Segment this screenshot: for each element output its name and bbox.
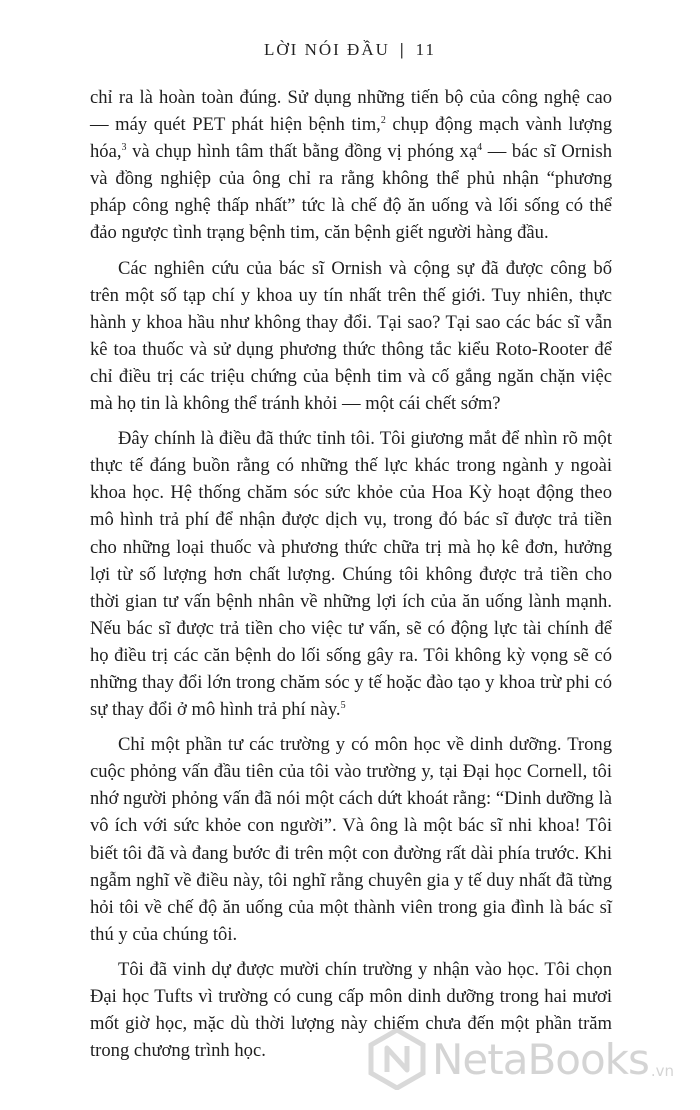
- text-run: — bác sĩ Ornish và đồng nghiệp của ông chỉ ra rằng không thể phủ nhận “phương pháp công nghệ thấp nhất” tức là chế độ ăn uống và lối sống có thể đảo ngược tình trạng bệnh tim, căn bệnh giết người hàng đầu.: [90, 141, 613, 244]
- body-text: [90, 84, 612, 1072]
- text-run: và chụp hình tâm thất bằng đồng vị phóng xạ: [126, 141, 478, 163]
- chapter-title: LỜI NÓI ĐẦU: [264, 40, 390, 59]
- header-separator: |: [399, 40, 406, 59]
- text-run: chụp động mạch vành lượng hóa,: [90, 114, 612, 163]
- watermark-text: NetaBooks: [432, 1034, 649, 1084]
- paragraph-1: [90, 84, 612, 247]
- paragraph-2: Các nghiên cứu của bác sĩ Ornish và cộng sự đã được công bố trên một số tạp chí y khoa uy tín nhất trên thế giới. Tuy nhiên, thực hành y khoa hầu như không thay đổi. Tại sao? Tại sao các bác sĩ vẫn kê toa thuốc và sử dụng phương thức thông tắc kiểu Roto-Rooter để chỉ điều trị các triệu chứng của bệnh tim và cố gắng ngăn chặn việc mà họ tin là không thể tránh khỏi — một cái chết sớm?: [90, 257, 612, 415]
- footnote-ref-3: 3: [121, 142, 127, 153]
- paragraph-4: Chỉ một phần tư các trường y có môn học về dinh dưỡng. Trong cuộc phỏng vấn đầu tiên của tôi vào trường y, tại Đại học Cornell, tôi nhớ người phỏng vấn đã nói một cách dứt khoát rằng: “Dinh dưỡng là vô ích với sức khỏe con người”. Và ông là một bác sĩ nhi khoa! Tôi biết tôi đã và đang bước đi trên một con đường rất dài phía trước. Khi ngẫm nghĩ về điều này, tôi nghĩ rằng chuyên gia y tế duy nhất đã từng hỏi tôi về chế độ ăn uống của một thành viên trong gia đình là bác sĩ thú y của chúng tôi.: [90, 734, 612, 945]
- text-run: chỉ ra là hoàn toàn đúng. Sử dụng những tiến bộ của công nghệ cao — máy quét PET phát hiện bệnh tim,: [90, 87, 612, 136]
- netabooks-logo-icon: [368, 1028, 426, 1090]
- paragraph-5: Tôi đã vinh dự được mười chín trường y nhận vào học. Tôi chọn Đại học Tufts vì trường có cung cấp môn dinh dưỡng trong hai mươi mốt giờ học, mặc dù thời lượng này chiếm chưa đến một phần trăm trong chương trình học.: [90, 958, 612, 1062]
- footnote-ref-4: 4: [477, 142, 483, 153]
- watermark: [368, 1024, 684, 1094]
- paragraph-3: [90, 425, 612, 723]
- running-header: [0, 40, 700, 60]
- footnote-ref-5: 5: [340, 699, 346, 711]
- footnote-ref-2: 2: [380, 114, 386, 126]
- text-run: Đây chính là điều đã thức tỉnh tôi. Tôi giương mắt để nhìn rõ một thực tế đáng buồn rằng có những thế lực khác trong ngành y ngoài khoa học. Hệ thống chăm sóc sức khỏe của Hoa Kỳ hoạt động theo mô hình trả phí để nhận được dịch vụ, trong đó bác sĩ được trả tiền cho những loại thuốc và phương thức chữa trị mà họ kê đơn, hưởng lợi từ số lượng hơn chất lượng. Chúng tôi không được trả tiền cho thời gian tư vấn bệnh nhân về những lợi ích của ăn uống lành mạnh. Nếu bác sĩ được trả tiền cho việc tư vấn, sẽ có động lực tài chính để họ điều trị các căn bệnh do lối sống gây ra. Tôi không kỳ vọng sẽ có những thay đổi lớn trong chăm sóc y tế hoặc đào tạo y khoa trừ phi có sự thay đổi ở mô hình trả phí này.: [90, 428, 612, 721]
- watermark-suffix: .vn: [650, 1062, 675, 1080]
- page-number: 11: [415, 40, 436, 59]
